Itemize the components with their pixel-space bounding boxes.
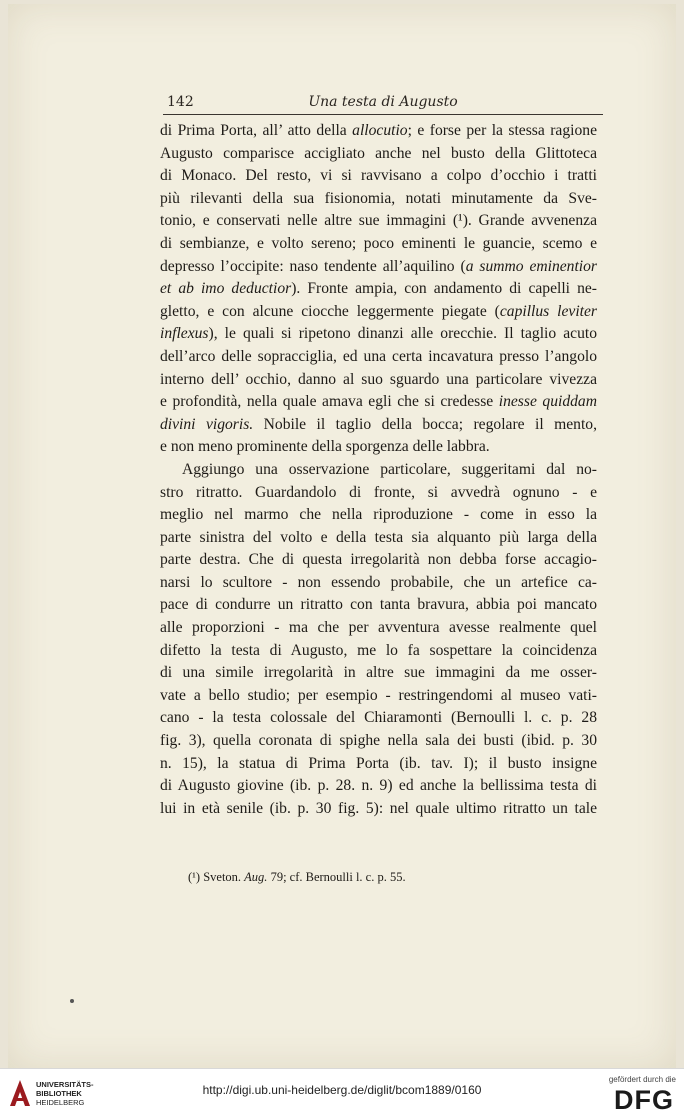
text-line: gletto, e con alcune ciocche leggermente piegate (capillus leviter [160,302,598,320]
text-line: più rilevanti della sua fisionomia, notati minutamente da Sve- [160,189,597,207]
text-line: inflexus), le quali si ripetono dinanzi alle orecchie. Il taglio acuto [160,325,597,343]
text-line: meglio nel marmo che nella riproduzione - come in esso la [160,506,597,524]
text-line: Augusto comparisce accigliato anche nel busto della Glittoteca [160,144,597,162]
text-line: di Prima Porta, all’ atto della allocutio; e forse per la stessa ragione [160,122,597,139]
text-line: parte sinistra del volto e della testa sia alquanto più larga della [160,528,597,546]
viewer-footer [0,1068,684,1119]
text-line: di Monaco. Del resto, vi si ravvisano a colpo d’occhio i tratti [160,167,597,185]
footnote: (¹) Sveton. Aug. 79; cf. Bernoulli l. c. p. 55. [188,870,406,884]
text-line: cano - la testa colossale del Chiaramonti (Bernoulli l. c. p. 28 [160,709,597,727]
running-header [163,92,603,115]
permalink-url[interactable]: http://digi.ub.uni-heidelberg.de/diglit/bcom1889/0160 [202,1083,482,1097]
text-line: narsi lo scultore - non essendo probabile, che un artefice ca- [160,573,597,591]
text-line: e profondità, nella quale amava egli che si credesse inesse quiddam [160,393,597,411]
funding-note: gefördert durch die [608,1075,676,1084]
text-line: et ab imo deductior). Fronte ampia, con andamento di capelli ne- [160,280,597,298]
text-line: parte destra. Che di questa irregolarità non debba forse accagio- [160,551,597,569]
text-line: alle proporzioni - ma che per avventura avesse realmente quel [160,619,597,637]
text-line: di sembianze, e volto sereno; poco eminenti le guancie, scemo e [160,234,597,252]
text-line: Aggiungo una osservazione particolare, suggeritami dal no- [182,460,597,478]
institution-name: UNIVERSITÄTS- BIBLIOTHEK HEIDELBERG [36,1080,94,1107]
text-line: interno dell’ occhio, danno al suo sguardo una particolare vivezza [160,370,597,388]
text-line: dell’arco delle sopracciglia, ed una certa incavatura presso l’angolo [160,347,597,365]
text-line: divini vigoris. Nobile il taglio della bocca; regolare il mento, [160,415,597,433]
text-line: stro ritratto. Guardandolo di fronte, si avvedrà ognuno - e [160,483,597,501]
text-line: di Augusto giovine (ib. p. 28. n. 9) ed anche la bellissima testa di [160,777,597,795]
text-line: difetto la testa di Augusto, me lo fa sospettare la coincidenza [160,641,597,659]
text-line: pace di condurre un ritratto con tanta bravura, abbia poi mancato [160,596,597,614]
running-title: Una testa di Augusto [308,94,458,110]
page-number: 142 [167,94,194,110]
text-line: fig. 3), quella coronata di spighe nella sala dei busti (ibid. p. 30 [160,732,597,750]
text-line: di una simile irregolarità in altre sue immagini da me osser- [160,664,597,682]
body-text [160,120,597,820]
specks [70,999,74,1003]
text-line: tonio, e conservati nelle altre sue immagini (¹). Grande avvenenza [160,212,597,230]
text-line: n. 15), la statua di Prima Porta (ib. tav. I); il busto insigne [160,754,597,772]
dfg-logo[interactable]: DFG [614,1085,674,1115]
text-line: depresso l’occipite: naso tendente all’aquilino (a summo eminentior [160,257,597,275]
footnote-work-title: Aug. [244,870,268,884]
text-line: vate a bello studio; per esempio - restringendomi al museo vati- [160,686,597,704]
text-line: lui in età senile (ib. p. 30 fig. 5): nel quale ultimo ritratto un tale [160,799,597,817]
text-line: e non meno prominente della sporgenza delle labbra. [160,438,490,456]
